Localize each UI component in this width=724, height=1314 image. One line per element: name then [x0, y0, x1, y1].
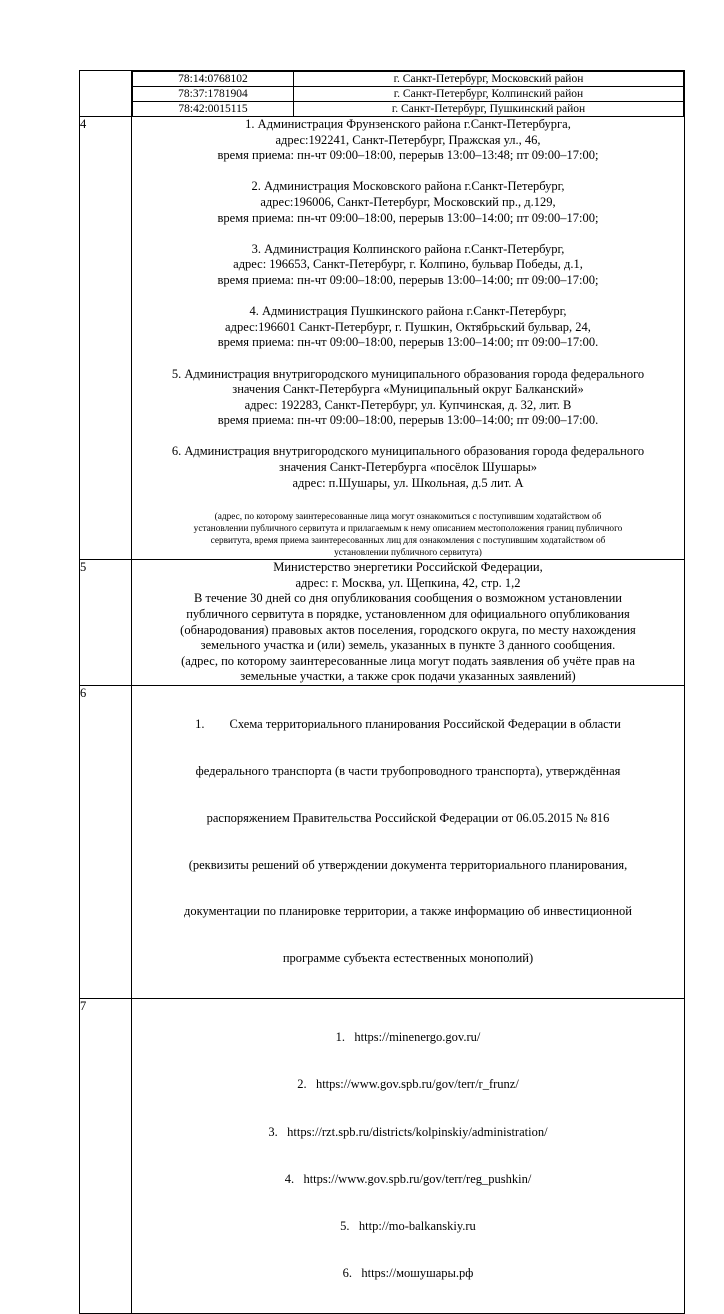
- parcels-cell: [132, 71, 685, 117]
- text-line: 1. Схема территориального планирования Российской Федерации в области: [195, 717, 621, 732]
- planning-block: [132, 686, 684, 998]
- admin-name-cont: значения Санкт-Петербурга «посёлок Шушары»: [278, 460, 538, 475]
- admin-hours: время приема: пн-чт 09:00–18:00, перерыв 13:00–14:00; пт 09:00–17:00.: [217, 335, 599, 350]
- admin-name: 5. Администрация внутригородского муниципального образования города федерального: [171, 366, 645, 381]
- row-number: 7: [80, 998, 132, 1313]
- admin-address: адрес: 196653, Санкт-Петербург, г. Колпино, бульвар Победы, д.1,: [233, 257, 583, 272]
- parcel-row: [133, 102, 684, 117]
- table-row: [80, 998, 685, 1313]
- website-link[interactable]: 5. http://mo-balkanskiy.ru: [340, 1218, 476, 1233]
- admin-hours: время приема: пн-чт 09:00–18:00, перерыв 13:00–14:00; пт 09:00–17:00;: [217, 272, 599, 287]
- admin-address: адрес:196006, Санкт-Петербург, Московский пр., д.129,: [260, 194, 556, 209]
- parcel-row: [133, 87, 684, 102]
- website-link[interactable]: 2. https://www.gov.spb.ru/gov/terr/r_frunz/: [297, 1077, 519, 1092]
- table-row: [80, 71, 685, 117]
- ministry-block: [132, 560, 684, 685]
- notice-table: [79, 70, 685, 1314]
- ministry-cell: [132, 560, 685, 686]
- footnote-line: сервитута, время приема заинтересованных лиц для ознакомления с поступившим ходатайством об: [210, 536, 606, 547]
- administration-frunzensky: [132, 117, 684, 164]
- website-link[interactable]: 4. https://www.gov.spb.ru/gov/terr/reg_pushkin/: [284, 1171, 532, 1186]
- parcel-location: г. Санкт-Петербург, Московский район: [294, 72, 684, 87]
- admin-hours: время приема: пн-чт 09:00–18:00, перерыв 13:00–13:48; пт 09:00–17:00;: [217, 148, 599, 163]
- text-line: публичного сервитута в порядке, установленном для официального опубликования: [186, 607, 630, 622]
- admin-hours: время приема: пн-чт 09:00–18:00, перерыв 13:00–14:00; пт 09:00–17:00;: [217, 210, 599, 225]
- planning-cell: [132, 686, 685, 999]
- row-number-empty: [80, 71, 132, 117]
- text-line: федерального транспорта (в части трубопроводного транспорта), утверждённая: [195, 763, 621, 778]
- admin-name-cont: значения Санкт-Петербурга «Муниципальный округ Балканский»: [232, 382, 584, 397]
- row4-footnote: [132, 511, 684, 559]
- admin-name: 3. Администрация Колпинского района г.Санкт-Петербург,: [251, 241, 565, 256]
- cadastral-number: 78:42:0015115: [133, 102, 294, 117]
- parcel-location: г. Санкт-Петербург, Колпинский район: [294, 87, 684, 102]
- footnote-line: установлении публичного сервитута и прилагаемым к нему описанием местоположения границ публичного: [193, 524, 623, 535]
- admin-name: 4. Администрация Пушкинского района г.Санкт-Петербург,: [249, 304, 567, 319]
- administrations-cell: [132, 117, 685, 560]
- admin-name: 6. Администрация внутригородского муниципального образования города федерального: [171, 444, 645, 459]
- text-line: распоряжением Правительства Российской Федерации от 06.05.2015 № 816: [206, 810, 610, 825]
- admin-name: 1. Администрация Фрунзенского района г.Санкт-Петербурга,: [245, 117, 571, 131]
- administration-balkansky: [132, 367, 684, 429]
- administration-shushary: [132, 444, 684, 491]
- text-line: (адрес, по которому заинтересованные лица могут подать заявления об учёте прав на: [181, 653, 635, 668]
- table-row: [80, 560, 685, 686]
- footnote-line: установлении публичного сервитута): [334, 548, 482, 559]
- admin-hours: время приема: пн-чт 09:00–18:00, перерыв 13:00–14:00; пт 09:00–17:00.: [217, 413, 599, 428]
- ministry-name: Министерство энергетики Российской Федерации,: [273, 560, 543, 575]
- admin-name: 2. Администрация Московского района г.Санкт-Петербург,: [251, 179, 565, 194]
- administration-pushkinsky: [132, 304, 684, 351]
- website-link[interactable]: 3. https://rzt.spb.ru/districts/kolpinskiy/administration/: [268, 1124, 548, 1139]
- parcels-table: [132, 71, 684, 116]
- admin-address: адрес:192241, Санкт-Петербург, Пражская ул., 46,: [275, 132, 541, 147]
- ministry-address: адрес: г. Москва, ул. Щепкина, 42, стр. 1,2: [295, 575, 521, 590]
- website-link[interactable]: 1. https://minenergo.gov.ru/: [335, 1030, 481, 1045]
- cadastral-number: 78:14:0768102: [133, 72, 294, 87]
- admin-address: адрес: 192283, Санкт-Петербург, ул. Купчинская, д. 32, лит. В: [244, 397, 572, 412]
- administration-moskovsky: [132, 179, 684, 226]
- row-number: 4: [80, 117, 132, 560]
- website-link[interactable]: 6. https://мошушары.рф: [342, 1265, 474, 1280]
- cadastral-number: 78:37:1781904: [133, 87, 294, 102]
- document-content: [79, 70, 685, 1314]
- text-line: земельного участка и (или) земель, указанных в пункте 3 данного сообщения.: [200, 638, 616, 653]
- table-row: [80, 686, 685, 999]
- row-number: 6: [80, 686, 132, 999]
- text-line: (реквизиты решений об утверждении документа территориального планирования,: [188, 857, 628, 872]
- row-number: 5: [80, 560, 132, 686]
- admin-address: адрес: п.Шушары, ул. Школьная, д.5 лит. А: [292, 475, 524, 490]
- footnote-line: (адрес, по которому заинтересованные лица могут ознакомиться с поступившим ходатайством об: [214, 512, 602, 523]
- parcel-row: [133, 72, 684, 87]
- admin-address: адрес:196601 Санкт-Петербург, г. Пушкин, Октябрьский бульвар, 24,: [225, 319, 591, 334]
- administration-kolpinsky: [132, 242, 684, 289]
- text-line: документации по планировке территории, а также информацию об инвестиционной: [184, 904, 632, 919]
- text-line: (обнародования) правовых актов поселения, городского округа, по месту нахождения: [180, 622, 636, 637]
- websites-list: [132, 999, 684, 1313]
- text-line: земельные участки, а также срок подачи указанных заявлений): [240, 669, 576, 684]
- table-row: [80, 117, 685, 560]
- parcel-location: г. Санкт-Петербург, Пушкинский район: [294, 102, 684, 117]
- text-line: программе субъекта естественных монополий): [282, 951, 534, 966]
- websites-cell: [132, 998, 685, 1313]
- text-line: В течение 30 дней со дня опубликования сообщения о возможном установлении: [194, 591, 622, 606]
